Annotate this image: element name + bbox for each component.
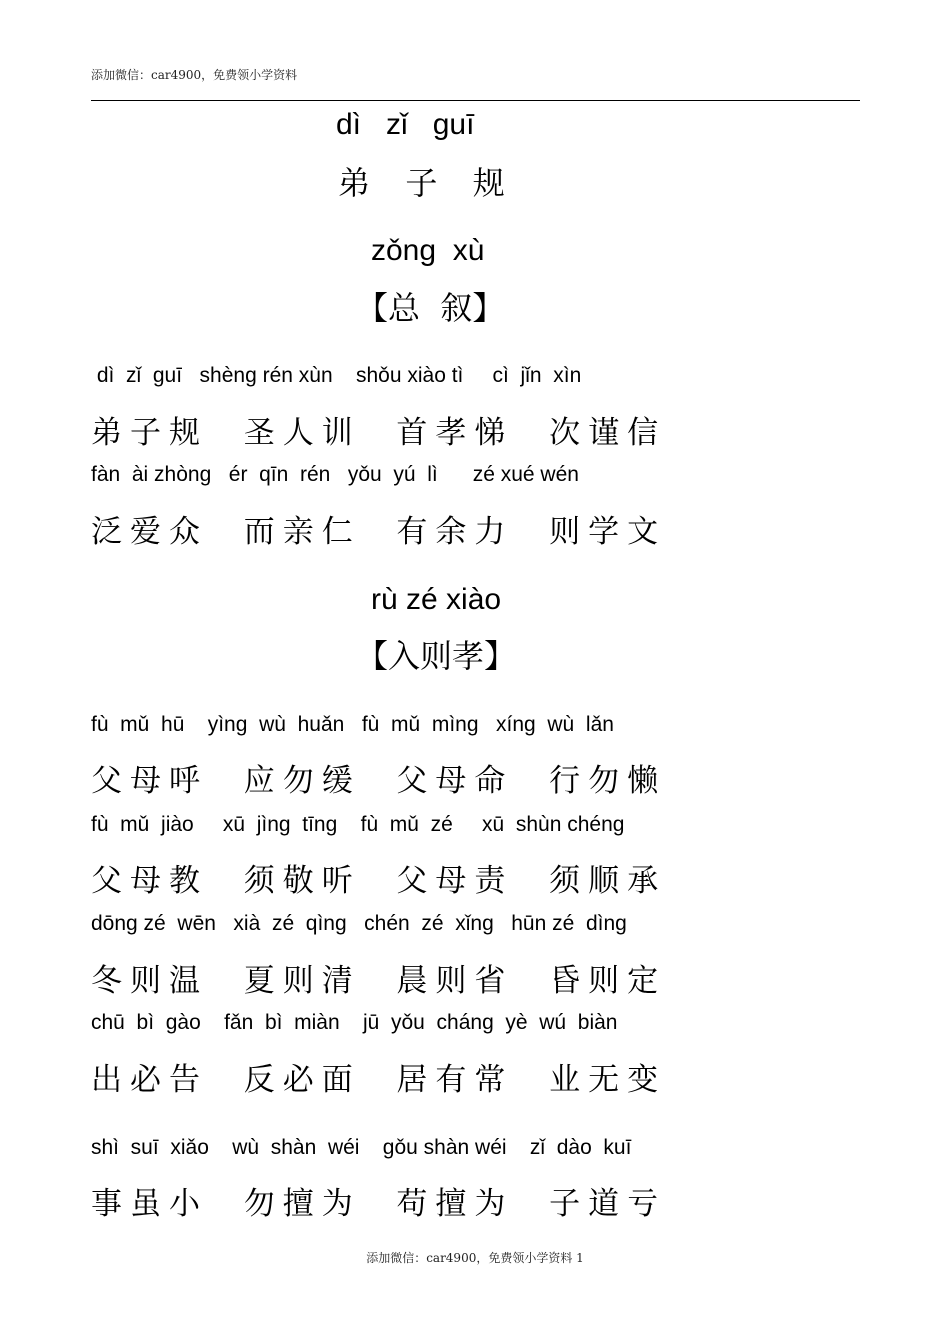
verse-chars-6: 出必告 反必面 居有常 业无变 — [91, 1062, 667, 1098]
verse-pinyin-6: chū bì gào fǎn bì miàn jū yǒu cháng yè wú biàn — [91, 1011, 618, 1034]
verse-chars-3: 父母呼 应勿缓 父母命 行勿懒 — [91, 763, 667, 799]
title-chars: 弟 子 规 — [338, 164, 510, 202]
section-zongxu-pinyin: zǒng xù — [371, 234, 485, 267]
verse-pinyin-5: dōng zé wēn xià zé qìng chén zé xǐng hūn zé dìng — [91, 912, 627, 935]
verse-chars-5: 冬则温 夏则清 晨则省 昏则定 — [91, 963, 667, 999]
verse-chars-1: 弟子规 圣人训 首孝悌 次谨信 — [91, 415, 667, 451]
verse-pinyin-3: fù mǔ hū yìng wù huǎn fù mǔ mìng xíng wù lǎn — [91, 713, 614, 736]
page-footer: 添加微信：car4900，免费领小学资料 1 — [366, 1251, 584, 1265]
verse-chars-2: 泛爱众 而亲仁 有余力 则学文 — [91, 514, 667, 550]
verse-pinyin-4: fù mǔ jiào xū jìng tīng fù mǔ zé xū shùn chéng — [91, 813, 625, 836]
verse-pinyin-7: shì suī xiǎo wù shàn wéi gǒu shàn wéi zǐ dào kuī — [91, 1136, 632, 1159]
title-pinyin: dì zǐ guī — [336, 108, 475, 141]
verse-chars-4: 父母教 须敬听 父母责 须顺承 — [91, 863, 667, 899]
header-note: 添加微信：car4900，免费领小学资料 — [91, 68, 298, 82]
section-ruzexiao-pinyin: rù zé xiào — [371, 583, 502, 616]
verse-pinyin-2: fàn ài zhòng ér qīn rén yǒu yú lì zé xué wén — [91, 463, 579, 486]
verse-pinyin-1: dì zǐ guī shèng rén xùn shǒu xiào tì cì jǐn xìn — [91, 364, 582, 387]
section-ruzexiao-heading: 【入则孝】 — [356, 637, 517, 675]
section-zongxu-heading: 【总 叙】 — [356, 289, 505, 327]
header-divider — [91, 100, 860, 101]
verse-chars-7: 事虽小 勿擅为 苟擅为 子道亏 — [91, 1186, 667, 1222]
